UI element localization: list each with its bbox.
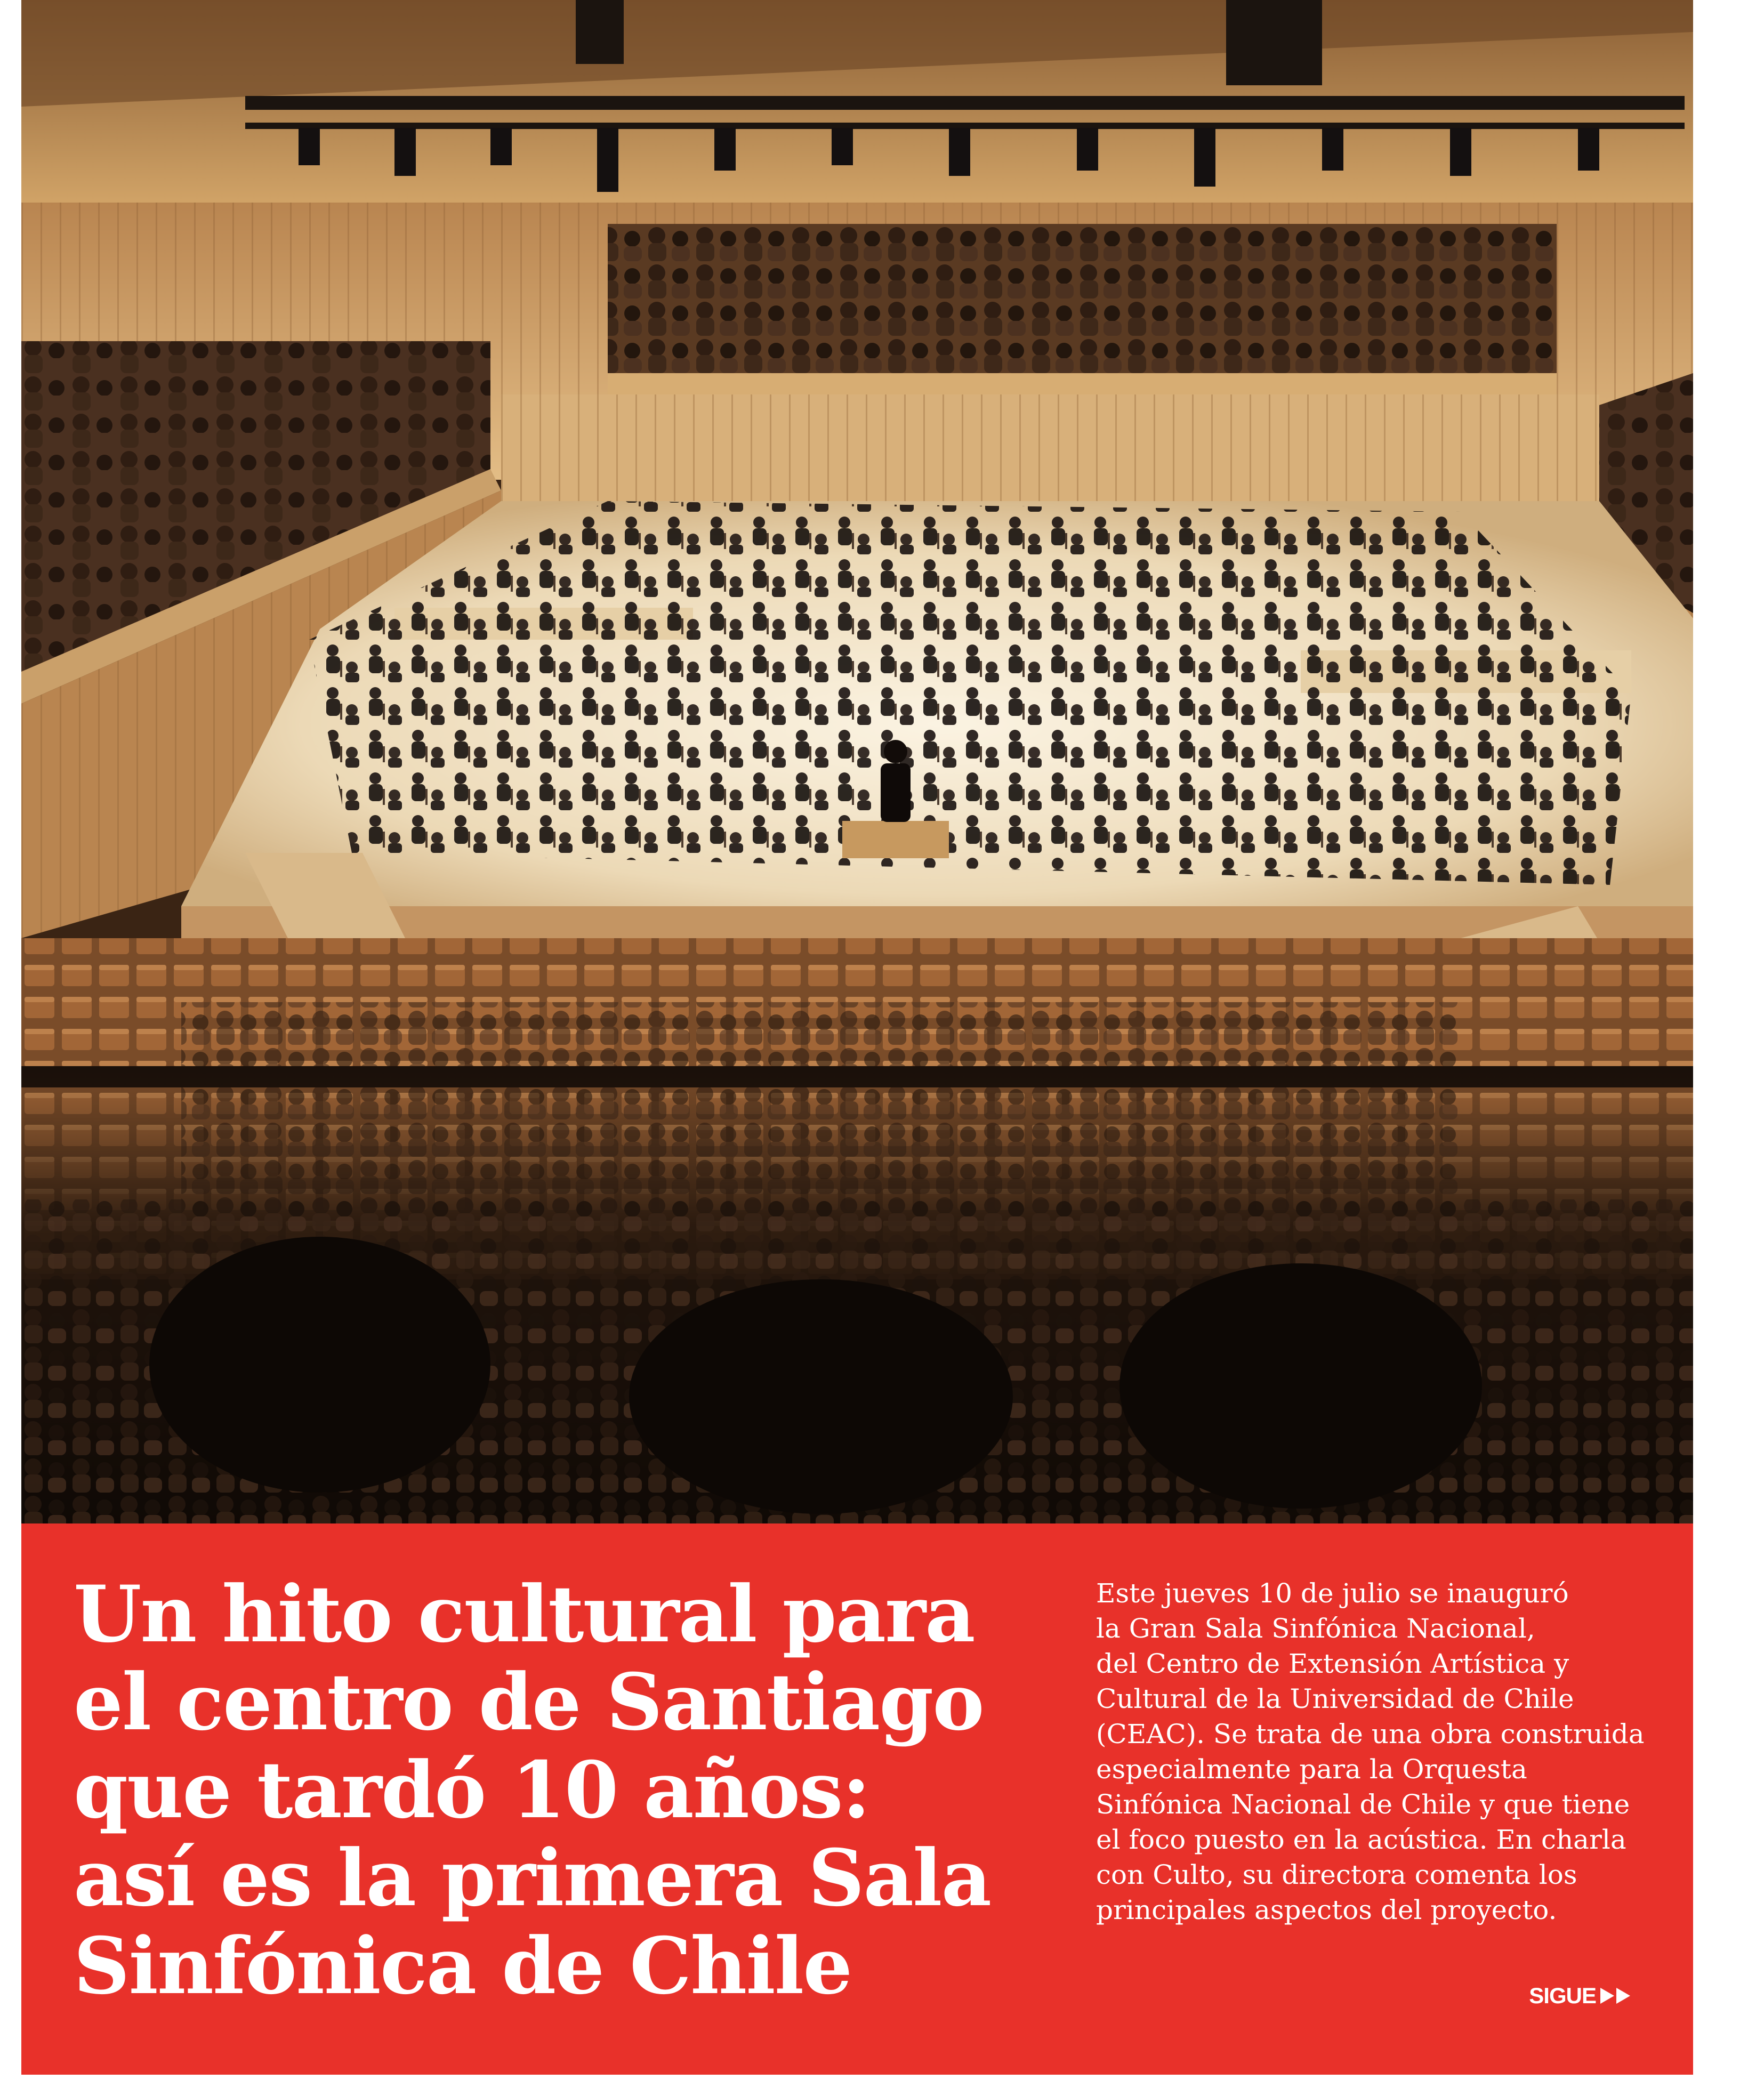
continue-label: SIGUE [1529, 1983, 1596, 2008]
headline-line: Sinfónica de Chile [74, 1921, 852, 2012]
article-headline [74, 1570, 1054, 2010]
article-header-panel [21, 1523, 1693, 2075]
deck-line: principales aspectos del proyecto. [1096, 1895, 1557, 1925]
headline-line: así es la primera Sala [74, 1833, 991, 1924]
concert-hall-photo [21, 0, 1693, 1523]
deck-line: del Centro de Extensión Artística y [1096, 1648, 1569, 1679]
deck-line: con Culto, su directora comenta los [1096, 1859, 1577, 1890]
deck-line: el foco puesto en la acústica. En charla [1096, 1824, 1626, 1855]
headline-line: que tardó 10 años: [74, 1745, 870, 1836]
deck-line: la Gran Sala Sinfónica Nacional, [1096, 1613, 1535, 1644]
deck-line: (CEAC). Se trata de una obra construida [1096, 1719, 1645, 1750]
article-deck [1096, 1576, 1672, 1928]
deck-line: Sinfónica Nacional de Chile y que tiene [1096, 1789, 1630, 1820]
headline-line: el centro de Santiago [74, 1657, 984, 1748]
deck-line: especialmente para la Orquesta [1096, 1754, 1527, 1785]
deck-line: Este jueves 10 de julio se inauguró [1096, 1578, 1569, 1609]
headline-line: Un hito cultural para [74, 1569, 974, 1660]
deck-line: Cultural de la Universidad de Chile [1096, 1683, 1574, 1714]
double-play-arrow-icon [1600, 1987, 1631, 2005]
continue-link[interactable] [1529, 1983, 1631, 2009]
